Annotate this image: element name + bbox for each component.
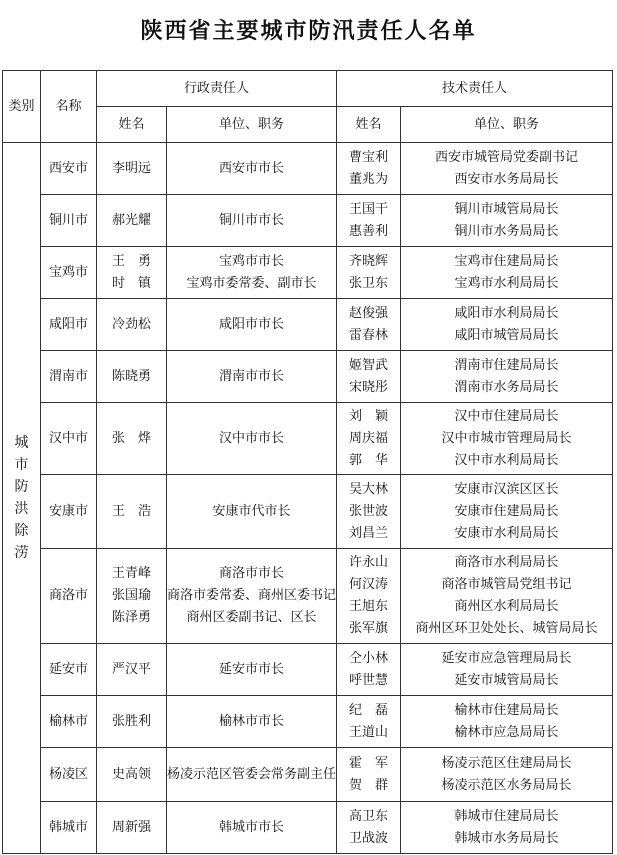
cell-line: 杨凌示范区住建局局长 <box>441 755 572 771</box>
cell-line: 安康市汉滨区区长 <box>454 481 559 497</box>
header-tech-group: 技术责任人 <box>337 71 613 107</box>
cell-line: 汉中市市长 <box>219 430 285 446</box>
cell-line: 史高领 <box>111 766 151 782</box>
cell-line: 商洛市城管局党组书记 <box>441 577 572 592</box>
table-row <box>3 549 613 644</box>
cell-line: 刘 颖 <box>349 408 389 424</box>
tech-names-cell <box>337 644 401 696</box>
city-cell: 铜川市 <box>41 195 97 247</box>
category-label: 城市防洪除涝 <box>14 434 29 561</box>
cell-line: 王 浩 <box>111 503 151 519</box>
cell-line: 严汉平 <box>111 661 151 677</box>
cell-line: 时 镇 <box>111 275 151 291</box>
table-row <box>3 143 613 195</box>
city-cell: 杨凌区 <box>41 748 97 802</box>
category-cell <box>3 143 41 854</box>
admin-names-cell <box>97 351 167 403</box>
tech-names-cell <box>337 748 401 802</box>
cell-line: 咸阳市水利局局长 <box>454 305 559 321</box>
tech-names-cell <box>337 802 401 854</box>
cell-line: 姬智武 <box>349 357 389 373</box>
header-admin-group: 行政责任人 <box>97 71 337 107</box>
cell-line: 李明远 <box>111 160 151 176</box>
admin-names-cell <box>97 247 167 299</box>
table-row <box>3 644 613 696</box>
cell-line: 张军旗 <box>349 621 389 636</box>
table-row <box>3 475 613 549</box>
cell-line: 铜川市水务局局长 <box>454 223 559 239</box>
city-cell: 商洛市 <box>41 549 97 644</box>
cell-line: 安康市代市长 <box>212 503 291 519</box>
admin-names-cell <box>97 299 167 351</box>
cell-line: 汉中市水利局局长 <box>454 452 559 468</box>
cell-line: 惠善利 <box>349 223 389 239</box>
admin-names-cell <box>97 644 167 696</box>
header-category: 类别 <box>3 71 41 143</box>
admin-position-cell <box>167 247 337 299</box>
admin-names-cell <box>97 143 167 195</box>
cell-line: 周庆福 <box>349 430 389 446</box>
cell-line: 郭 华 <box>349 452 389 468</box>
tech-names-cell <box>337 475 401 549</box>
tech-position-cell <box>401 299 613 351</box>
cell-line: 卫战波 <box>349 830 389 846</box>
admin-names-cell <box>97 802 167 854</box>
admin-names-cell <box>97 549 167 644</box>
header-admin-name: 姓名 <box>97 107 167 143</box>
tech-position-cell <box>401 644 613 696</box>
tech-names-cell <box>337 696 401 748</box>
cell-line: 贺 群 <box>349 777 389 793</box>
city-cell: 安康市 <box>41 475 97 549</box>
cell-line: 西安市市长 <box>219 160 285 176</box>
cell-line: 王 勇 <box>111 253 151 269</box>
tech-position-cell <box>401 475 613 549</box>
cell-line: 郝光耀 <box>111 212 151 228</box>
cell-line: 咸阳市城管局局长 <box>454 327 559 343</box>
cell-line: 商洛市委常委、商州区委书记 <box>167 588 337 603</box>
cell-line: 渭南市住建局局长 <box>454 357 559 373</box>
page-title: 陕西省主要城市防汛责任人名单 <box>140 19 477 44</box>
cell-line: 商州区水利局局长 <box>454 599 559 614</box>
tech-position-cell <box>401 143 613 195</box>
cell-line: 延安市市长 <box>219 661 285 677</box>
header-tech-name: 姓名 <box>337 107 401 143</box>
admin-position-cell <box>167 802 337 854</box>
admin-position-cell <box>167 195 337 247</box>
cell-line: 董兆为 <box>349 171 389 187</box>
cell-line: 呼世慧 <box>349 672 389 688</box>
cell-line: 西安市城管局党委副书记 <box>435 149 579 165</box>
city-cell: 西安市 <box>41 143 97 195</box>
table-row <box>3 351 613 403</box>
city-cell: 咸阳市 <box>41 299 97 351</box>
tech-position-cell <box>401 351 613 403</box>
cell-line: 榆林市市长 <box>219 713 285 729</box>
cell-line: 王道山 <box>349 724 389 740</box>
tech-position-cell <box>401 195 613 247</box>
cell-line: 安康市水利局局长 <box>454 525 559 541</box>
cell-line: 赵俊强 <box>349 305 389 321</box>
admin-position-cell <box>167 351 337 403</box>
cell-line: 咸阳市市长 <box>219 316 285 332</box>
cell-line: 何汉涛 <box>349 577 389 592</box>
city-cell: 汉中市 <box>41 403 97 475</box>
table-row <box>3 696 613 748</box>
admin-names-cell <box>97 748 167 802</box>
cell-line: 渭南市市长 <box>219 368 285 384</box>
table-row <box>3 748 613 802</box>
table-row <box>3 247 613 299</box>
cell-line: 杨凌示范区水务局局长 <box>441 777 572 793</box>
tech-names-cell <box>337 195 401 247</box>
cell-line: 刘昌兰 <box>349 525 389 541</box>
cell-line: 霍 军 <box>349 755 389 771</box>
admin-names-cell <box>97 696 167 748</box>
admin-position-cell <box>167 748 337 802</box>
cell-line: 张卫东 <box>349 275 389 291</box>
cell-line: 王青峰 <box>111 566 151 581</box>
cell-line: 渭南市水务局局长 <box>454 379 559 395</box>
tech-position-cell <box>401 802 613 854</box>
tech-position-cell <box>401 247 613 299</box>
admin-names-cell <box>97 475 167 549</box>
cell-line: 仝小林 <box>349 650 389 666</box>
cell-line: 张世波 <box>349 503 389 519</box>
cell-line: 高卫东 <box>349 808 389 824</box>
tech-names-cell <box>337 351 401 403</box>
tech-names-cell <box>337 299 401 351</box>
admin-position-cell <box>167 299 337 351</box>
admin-names-cell <box>97 403 167 475</box>
cell-line: 纪 磊 <box>349 702 389 718</box>
cell-line: 齐晓辉 <box>349 253 389 269</box>
cell-line: 韩城市水务局局长 <box>454 830 559 846</box>
tech-names-cell <box>337 549 401 644</box>
cell-line: 杨凌示范区管委会常务副主任 <box>167 766 337 782</box>
cell-line: 榆林市应急局局长 <box>454 724 559 740</box>
city-cell: 韩城市 <box>41 802 97 854</box>
tech-position-cell <box>401 549 613 644</box>
admin-position-cell <box>167 696 337 748</box>
cell-line: 汉中市城市管理局局长 <box>441 430 572 446</box>
cell-line: 张胜利 <box>111 713 151 729</box>
tech-position-cell <box>401 403 613 475</box>
cell-line: 冷劲松 <box>111 316 151 332</box>
admin-position-cell <box>167 403 337 475</box>
cell-line: 汉中市住建局局长 <box>454 408 559 424</box>
cell-line: 宋晓彤 <box>349 379 389 395</box>
cell-line: 安康市住建局局长 <box>454 503 559 519</box>
cell-line: 铜川市市长 <box>219 212 285 228</box>
cell-line: 商州区委副书记、区长 <box>186 610 317 625</box>
tech-position-cell <box>401 696 613 748</box>
cell-line: 韩城市住建局局长 <box>454 808 559 824</box>
tech-names-cell <box>337 143 401 195</box>
header-admin-position: 单位、职务 <box>167 107 337 143</box>
cell-line: 西安市水务局局长 <box>454 171 559 187</box>
cell-line: 曹宝利 <box>349 149 389 165</box>
admin-position-cell <box>167 475 337 549</box>
cell-line: 张国瑜 <box>111 588 151 603</box>
cell-line: 商洛市市长 <box>219 566 285 581</box>
header-tech-position: 单位、职务 <box>401 107 613 143</box>
cell-line: 王旭东 <box>349 599 389 614</box>
cell-line: 铜川市城管局局长 <box>454 201 559 217</box>
tech-names-cell <box>337 403 401 475</box>
cell-line: 韩城市市长 <box>219 819 285 835</box>
table-row <box>3 802 613 854</box>
header-city: 名称 <box>41 71 97 143</box>
cell-line: 张 烨 <box>111 430 151 446</box>
admin-names-cell <box>97 195 167 247</box>
table-row <box>3 195 613 247</box>
admin-position-cell <box>167 143 337 195</box>
cell-line: 雷春林 <box>349 327 389 343</box>
cell-line: 周新强 <box>111 819 151 835</box>
city-cell: 延安市 <box>41 644 97 696</box>
cell-line: 许永山 <box>349 555 389 570</box>
cell-line: 宝鸡市水利局局长 <box>454 275 559 291</box>
cell-line: 商洛市水利局局长 <box>454 555 559 570</box>
admin-position-cell <box>167 644 337 696</box>
responsible-persons-table <box>2 70 613 854</box>
admin-position-cell <box>167 549 337 644</box>
cell-line: 吴大林 <box>349 481 389 497</box>
table-row <box>3 403 613 475</box>
cell-line: 宝鸡市委常委、副市长 <box>186 275 317 291</box>
cell-line: 宝鸡市住建局局长 <box>454 253 559 269</box>
city-cell: 榆林市 <box>41 696 97 748</box>
cell-line: 宝鸡市市长 <box>219 253 285 269</box>
cell-line: 陈晓勇 <box>111 368 151 384</box>
cell-line: 延安市应急管理局局长 <box>441 650 572 666</box>
cell-line: 王国干 <box>349 201 389 217</box>
cell-line: 商州区环卫处处长、城管局局长 <box>415 621 598 636</box>
tech-position-cell <box>401 748 613 802</box>
city-cell: 渭南市 <box>41 351 97 403</box>
cell-line: 延安市城管局局长 <box>454 672 559 688</box>
table-row <box>3 299 613 351</box>
tech-names-cell <box>337 247 401 299</box>
cell-line: 陈泽勇 <box>111 610 151 625</box>
cell-line: 榆林市住建局局长 <box>454 702 559 718</box>
city-cell: 宝鸡市 <box>41 247 97 299</box>
